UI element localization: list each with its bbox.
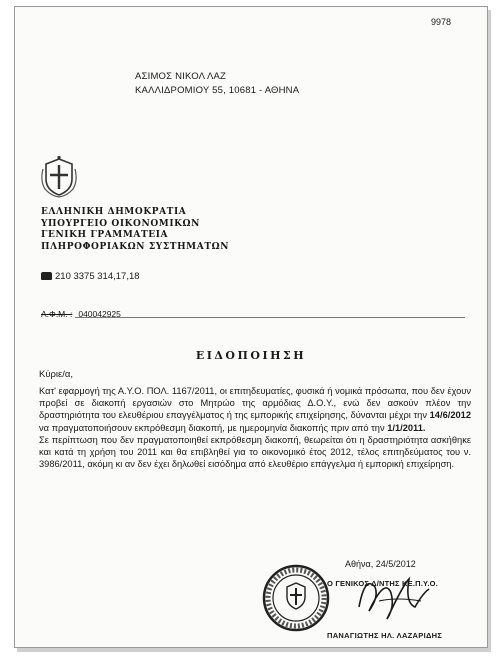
- handwritten-signature: [345, 567, 435, 627]
- body-paragraph-2: Σε περίπτωση που δεν πραγματοποιηθεί εκπρόθεσμη διακοπή, θεωρείται ότι η δραστηριότητα ασκήθηκε και κατά τη χρήση του 2011 και θα επιβληθεί για το οικονομικό έτος 2012, τέλος επιτηδεύματος του ν. 3986/2011, ακόμη κι αν δεν έχει δηλωθεί εισόδημα από ελευθέριο επάγγελμα ή εμπορική επιχείρηση.: [39, 434, 471, 470]
- official-seal-icon: [261, 563, 331, 633]
- recipient-name: ΑΣΙΜΟΣ ΝΙΚΟΛ ΛΑΖ: [135, 71, 227, 82]
- phone-line: [41, 271, 140, 282]
- ministry-header: [41, 207, 229, 253]
- salutation: Κύριε/α,: [39, 369, 74, 380]
- body-p1-text-b: να πραγματοποιήσουν εκπρόθεσμη διακοπή, με ημερομηνία διακοπής πριν από την: [39, 422, 388, 433]
- ministry-line-republic: ΕΛΛΗΝΙΚΗ ΔΗΜΟΚΡΑΤΙΑ: [41, 207, 187, 217]
- ministry-line-systems: ΠΛΗΡΟΦΟΡΙΑΚΩΝ ΣΥΣΤΗΜΑΤΩΝ: [41, 241, 230, 252]
- telephone-icon: [41, 272, 52, 280]
- body-paragraph-1: [39, 385, 471, 434]
- deadline-date: 14/6/2012: [429, 410, 471, 421]
- recipient-address: ΚΑΛΛΙΔΡΟΜΙΟΥ 55, 10681 - ΑΘΗΝΑ: [135, 85, 300, 96]
- document-number: 9978: [430, 17, 451, 27]
- ministry-line-ministry: ΥΠΟΥΡΓΕΙΟ ΟΙΚΟΝΟΜΙΚΩΝ: [41, 218, 200, 229]
- ministry-line-secretariat: ΓΕΝΙΚΗ ΓΡΑΜΜΑΤΕΙΑ: [41, 230, 169, 240]
- recipient-block: [135, 70, 299, 98]
- notice-title: ΕΙΔΟΠΟΙΗΣΗ: [195, 349, 307, 362]
- greek-coat-of-arms-icon: [39, 155, 79, 199]
- signatory-title: Ο ΓΕΝΙΚΟΣ Δ/ΝΤΗΣ ΚΕ.Π.Υ.Ο.: [327, 579, 438, 588]
- body-p1-text-a: Κατ' εφαρμογή της Α.Υ.Ο. ΠΟΛ. 1167/2011, οι επιτηδευματίες, φυσικά ή νομικά πρόσωπα, που δεν έχουν προβεί σε διακοπή εργασιών στο Μητρώο της αρμόδιας Δ.Ο.Υ., ενώ δεν ασκούν πλέον την δραστηριότητα του ελευθέριου επαγγέλματος ή της εμπορικής επιχείρησης, δύνανται μέχρι την: [39, 386, 471, 421]
- divider-line: [75, 317, 465, 318]
- document-page: [14, 6, 488, 648]
- date-line: Αθήνα, 24/5/2012: [345, 559, 416, 569]
- phone-number: 210 3375 314,17,18: [55, 271, 140, 282]
- afm-label: Α.Φ.Μ. :: [41, 309, 73, 319]
- signatory-name: ΠΑΝΑΓΙΩΤΗΣ ΗΛ. ΛΑΖΑΡΙΔΗΣ: [327, 631, 443, 640]
- cessation-date: 1/1/2011.: [387, 422, 426, 433]
- notice-body: [39, 385, 471, 470]
- afm-value: 040042925: [78, 309, 121, 319]
